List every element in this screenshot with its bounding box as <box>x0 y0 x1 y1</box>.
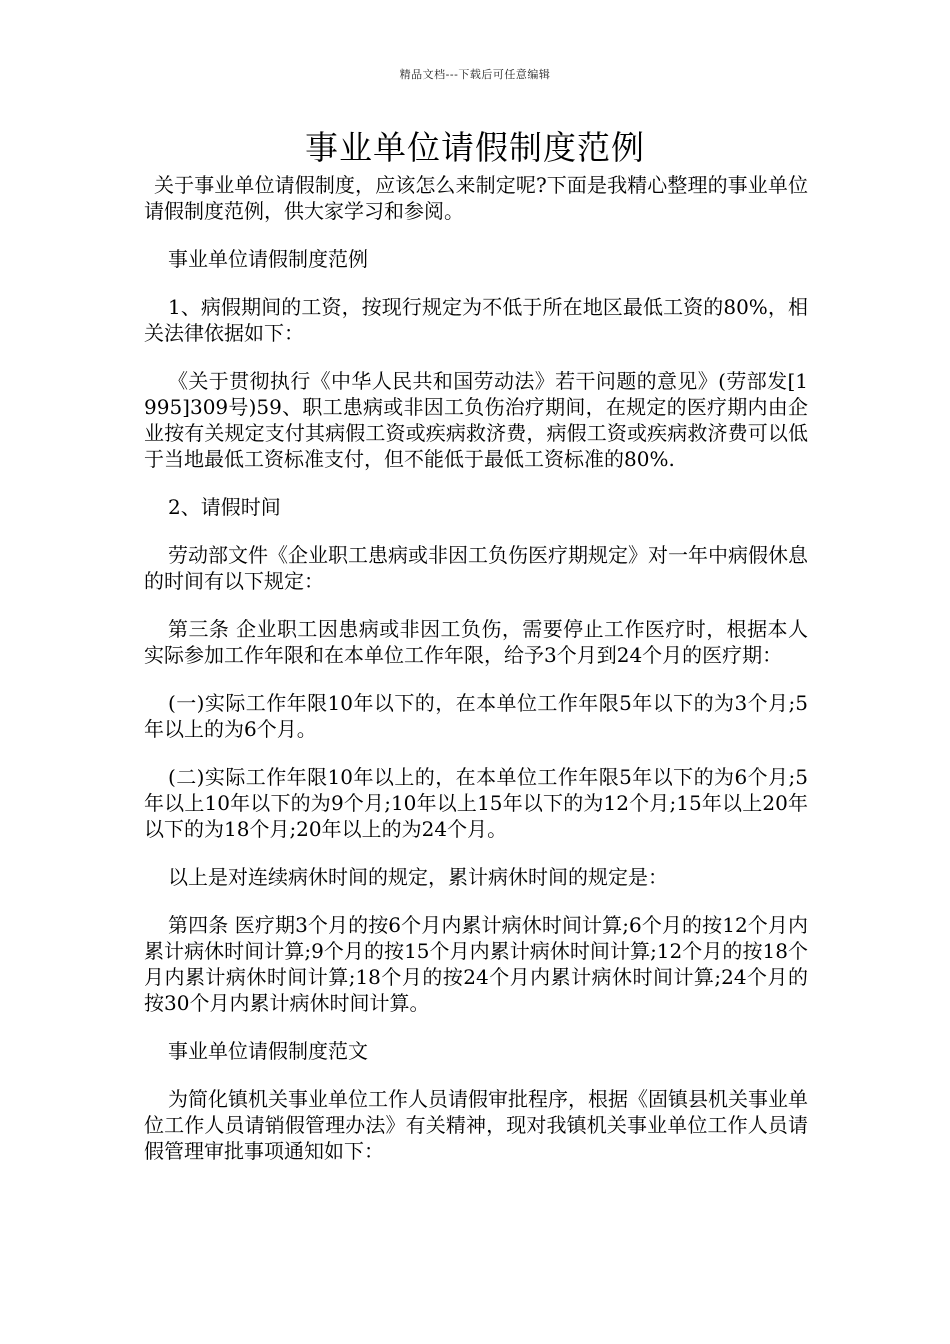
document-body <box>144 172 808 1164</box>
body-paragraph: 第四条 医疗期3个月的按6个月内累计病休时间计算;6个月的按12个月内累计病休时间计算;9个月的按15个月内累计病休时间计算;12个月的按18个月内累计病休时间计算;18个月的按24个月内累计病休时间计算;24个月的按30个月内累计病休时间计算。 <box>144 913 808 1015</box>
body-paragraph: 1、病假期间的工资，按现行规定为不低于所在地区最低工资的80%，相关法律依据如下： <box>144 295 808 345</box>
section-heading: 事业单位请假制度范例 <box>168 247 368 271</box>
body-paragraph: (二)实际工作年限10年以上的，在本单位工作年限5年以下的为6个月;5年以上10年以下的为9个月;10年以上15年以下的为12个月;15年以上20年以下的为18个月;20年以上的为24个月。 <box>144 765 808 841</box>
body-paragraph: 《关于贯彻执行《中华人民共和国劳动法》若干问题的意见》(劳部发[1995]309号)59、职工患病或非因工负伤治疗期间，在规定的医疗期内由企业按有关规定支付其病假工资或疾病救济费，病假工资或疾病救济费可以低于当地最低工资标准支付，但不能低于最低工资标准的80%. <box>144 369 808 471</box>
page-header: 精品文档---下载后可任意编辑 <box>399 68 551 81</box>
body-paragraph: 为简化镇机关事业单位工作人员请假审批程序，根据《固镇县机关事业单位工作人员请销假管理办法》有关精神，现对我镇机关事业单位工作人员请假管理审批事项通知如下： <box>144 1087 808 1163</box>
body-paragraph: (一)实际工作年限10年以下的，在本单位工作年限5年以下的为3个月;5年以上的为6个月。 <box>144 691 808 741</box>
section-heading: 2、请假时间 <box>168 495 281 519</box>
intro-paragraph: 关于事业单位请假制度，应该怎么来制定呢?下面是我精心整理的事业单位请假制度范例，供大家学习和参阅。 <box>144 173 808 223</box>
body-paragraph: 劳动部文件《企业职工患病或非因工负伤医疗期规定》对一年中病假休息的时间有以下规定： <box>144 543 808 593</box>
document-title: 事业单位请假制度范例 <box>305 128 645 167</box>
section-heading: 事业单位请假制度范文 <box>168 1039 368 1063</box>
body-paragraph: 以上是对连续病休时间的规定，累计病休时间的规定是： <box>168 865 668 889</box>
body-paragraph: 第三条 企业职工因患病或非因工负伤，需要停止工作医疗时，根据本人实际参加工作年限和在本单位工作年限，给予3个月到24个月的医疗期： <box>144 617 808 667</box>
